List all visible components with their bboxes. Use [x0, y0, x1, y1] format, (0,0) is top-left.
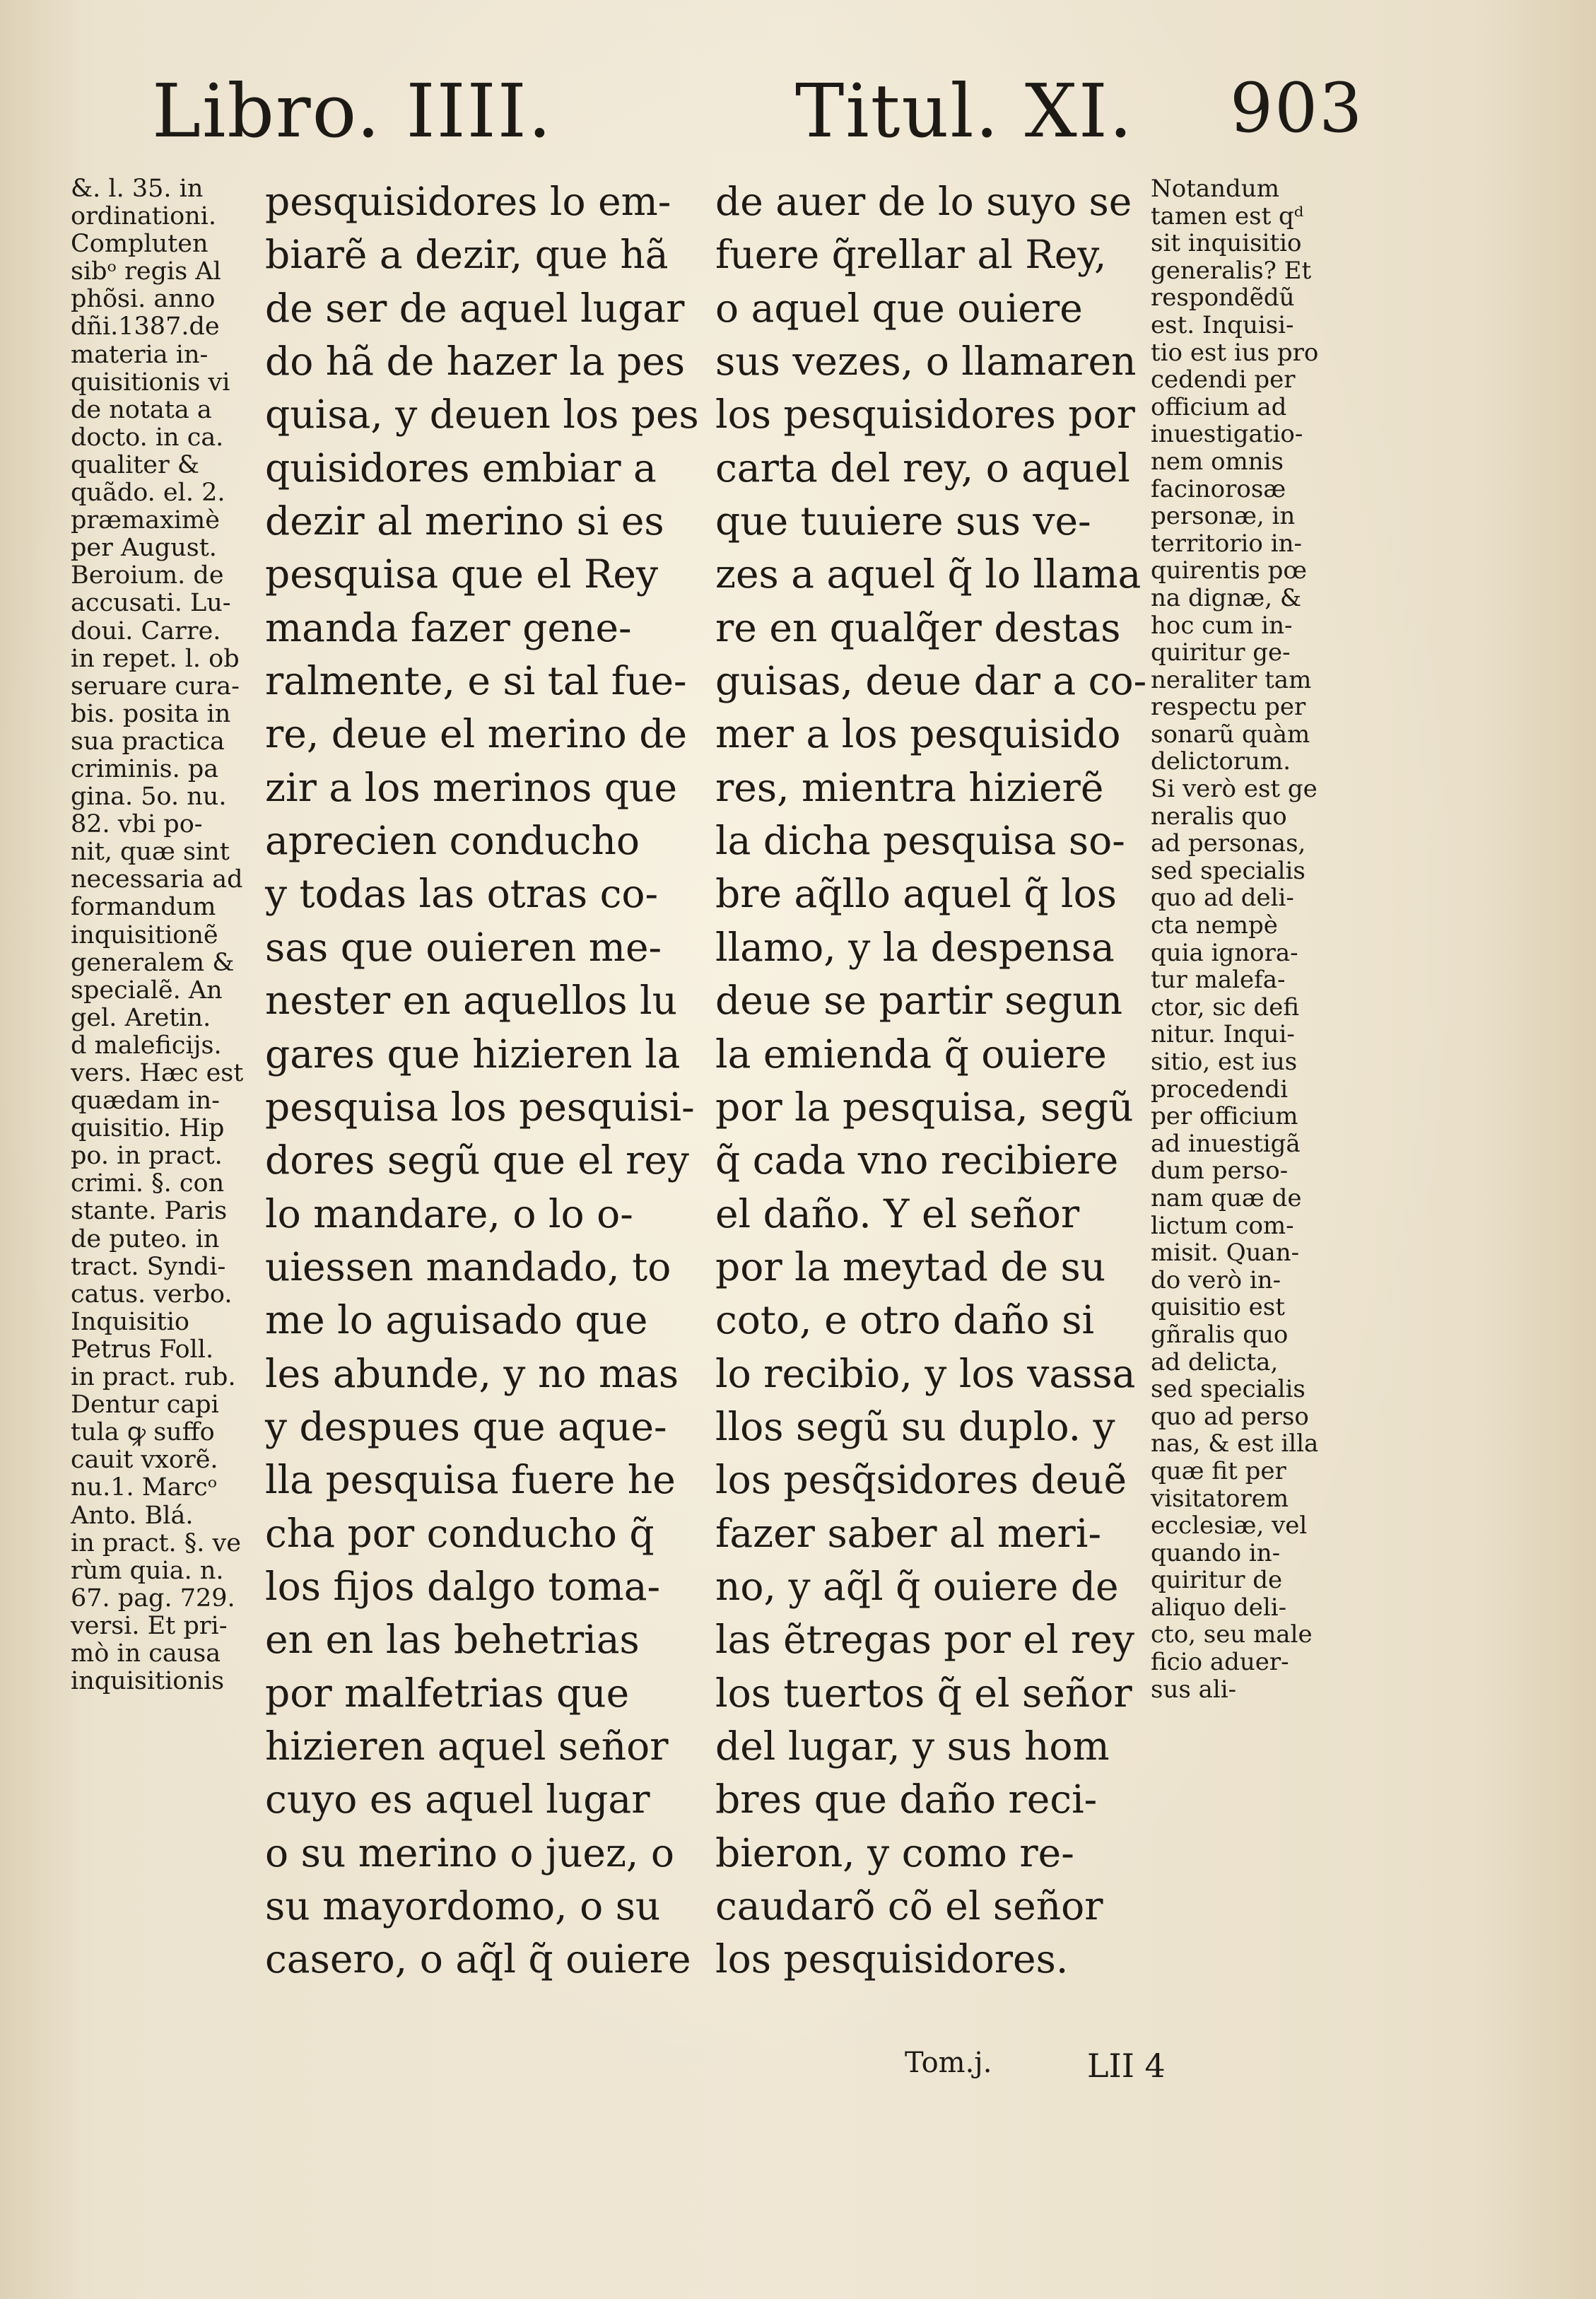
text-line: accusati. Lu- [71, 589, 231, 618]
text-line: nitur. Inqui- [1151, 1020, 1295, 1049]
text-line: Compluten [71, 230, 209, 259]
text-line: fuere q̃rellar al Rey, [715, 232, 1107, 278]
text-line: sus ali- [1151, 1675, 1237, 1704]
text-column-left [265, 175, 699, 1987]
text-line: sonarũ quàm [1151, 720, 1310, 749]
text-line: misit. Quan- [1151, 1239, 1300, 1268]
text-line: de auer de lo suyo se [715, 179, 1132, 224]
text-line: officium ad [1151, 392, 1287, 421]
text-line: in pract. §. ve [71, 1528, 242, 1557]
text-line: Inquisitio [71, 1307, 189, 1336]
text-line: tamen est qᵈ [1151, 201, 1304, 230]
text-line: los pesq̃sidores deuẽ [715, 1457, 1127, 1503]
text-line: do hã de hazer la pes [265, 339, 686, 385]
text-line: q̃ cada vno recibiere [715, 1137, 1119, 1183]
text-line: cedendi per [1151, 365, 1296, 394]
text-line: los pesquisidores. [715, 1936, 1069, 1982]
text-line: generalis? Et [1151, 256, 1312, 285]
text-line: lo recibio, y los vassa [715, 1350, 1136, 1396]
text-line: cauit vxorẽ. [71, 1446, 218, 1475]
text-line: sibᵒ regis Al [71, 257, 221, 286]
text-line: rùm quia. n. [71, 1556, 224, 1585]
text-line: tur malefa- [1151, 966, 1286, 995]
text-line: nu.1. Marcᵒ [71, 1473, 218, 1502]
text-line: 82. vbi po- [71, 810, 203, 839]
text-line: doui. Carre. [71, 616, 221, 645]
text-line: cha por conducho q̃ [265, 1510, 655, 1556]
text-line: quia ignora- [1151, 938, 1298, 967]
text-line: phõsi. anno [71, 285, 216, 314]
text-line: quisitio. Hip [71, 1114, 225, 1143]
text-line: quisa, y deuen los pes [265, 392, 699, 438]
text-line: mò in causa [71, 1639, 221, 1668]
text-line: re en qualq̃er destas [715, 604, 1121, 650]
text-line: do verò in- [1151, 1265, 1281, 1294]
text-line: bre aq̃llo aquel q̃ los [715, 871, 1117, 917]
text-line: versi. Et pri- [71, 1611, 228, 1640]
text-line: Notandum [1151, 175, 1279, 203]
text-line: re, deue el merino de [265, 711, 687, 757]
text-line: manda fazer gene- [265, 604, 632, 650]
text-line: ficio aduer- [1151, 1648, 1289, 1677]
text-line: tula ꝙ suffo [71, 1418, 215, 1447]
text-line: gina. 5o. nu. [71, 783, 227, 812]
text-line: Dentur capi [71, 1391, 219, 1420]
text-line: seruare cura- [71, 672, 240, 701]
text-line: casero, o aq̃l q̃ ouiere [265, 1936, 691, 1982]
text-line: quirentis pœ [1151, 556, 1307, 585]
text-line: cuyo es aquel lugar [265, 1777, 650, 1823]
text-line: dum perso- [1151, 1157, 1289, 1186]
text-line: gares que hizieren la [265, 1031, 681, 1077]
text-line: dores segũ que el rey [265, 1137, 689, 1183]
text-line: cto, seu male [1151, 1620, 1313, 1649]
text-line: aliquo deli- [1151, 1593, 1287, 1622]
text-line: que tuuiere sus ve- [715, 498, 1091, 544]
text-line: zes a aquel q̃ lo llama [715, 551, 1142, 597]
text-line: facinorosæ [1151, 474, 1286, 503]
text-line: no, y aq̃l q̃ ouiere de [715, 1563, 1119, 1609]
text-line: stante. Paris [71, 1197, 228, 1226]
text-line: inquisitionis [71, 1667, 225, 1696]
text-line: llamo, y la despensa [715, 924, 1115, 970]
sheet-mark: LII 4 [1087, 2047, 1166, 2085]
text-line: ad inuestigã [1151, 1129, 1301, 1158]
text-line: qualiter & [71, 450, 199, 479]
text-line: tract. Syndi- [71, 1252, 226, 1281]
text-line: sitio, est ius [1151, 1048, 1298, 1076]
right-marginal-notes [1151, 175, 1349, 1703]
text-line: quisidores embiar a [265, 445, 657, 491]
text-line: nam quæ de [1151, 1183, 1302, 1212]
text-line: formandum [71, 893, 216, 922]
text-line: y despues que aque- [265, 1403, 667, 1449]
text-line: por malfetrias que [265, 1670, 630, 1716]
text-line: per August. [71, 534, 217, 563]
text-line: gñralis quo [1151, 1320, 1289, 1349]
text-column-right [715, 175, 1147, 1987]
text-line: na dignæ, & [1151, 583, 1302, 612]
text-line: su mayordomo, o su [265, 1883, 661, 1929]
text-line: me lo aguisado que [265, 1297, 648, 1343]
text-line: catus. verbo. [71, 1280, 233, 1309]
text-line: pesquisidores lo em- [265, 179, 671, 224]
text-line: bis. posita in [71, 699, 231, 728]
text-line: quãdo. el. 2. [71, 479, 225, 508]
text-line: bres que daño reci- [715, 1777, 1098, 1823]
text-line: y todas las otras co- [265, 871, 659, 917]
text-line: quando in- [1151, 1538, 1281, 1567]
text-line: sus vezes, o llamaren [715, 339, 1137, 385]
text-line: ralmente, e si tal fue- [265, 658, 687, 704]
text-line: crimi. §. con [71, 1169, 225, 1198]
text-line: po. in pract. [71, 1142, 223, 1171]
text-line: territorio in- [1151, 529, 1302, 558]
text-line: mer a los pesquisido [715, 711, 1121, 757]
page-number: 903 [1230, 69, 1364, 148]
text-line: materia in- [71, 340, 209, 369]
text-line: tio est ius pro [1151, 338, 1319, 367]
text-line: quo ad deli- [1151, 884, 1294, 913]
text-line: necessaria ad [71, 865, 243, 894]
text-line: ecclesiæ, vel [1151, 1511, 1308, 1540]
text-line: sed specialis [1151, 856, 1305, 885]
text-line: por la meytad de su [715, 1244, 1106, 1289]
text-line: quædam in- [71, 1087, 220, 1116]
text-line: los fijos dalgo toma- [265, 1563, 661, 1609]
text-line: pesquisa los pesquisi- [265, 1084, 695, 1130]
text-line: ad personas, [1151, 829, 1306, 858]
text-line: quisitio est [1151, 1293, 1285, 1322]
text-line: dñi.1387.de [71, 312, 220, 341]
text-line: vers. Hæc est [71, 1059, 244, 1087]
signature-mark: Tom.j. [905, 2047, 992, 2079]
text-line: procedendi [1151, 1075, 1289, 1104]
text-line: o su merino o juez, o [265, 1830, 675, 1876]
text-line: sua practica [71, 727, 225, 756]
text-line: Beroium. de [71, 561, 224, 590]
text-line: dezir al merino si es [265, 498, 664, 544]
text-line: est. Inquisi- [1151, 310, 1294, 339]
text-line: en en las behetrias [265, 1617, 640, 1663]
text-line: sit inquisitio [1151, 229, 1302, 258]
text-line: in pract. rub. [71, 1363, 236, 1392]
text-line: præmaximè [71, 506, 220, 535]
text-line: les abunde, y no mas [265, 1350, 679, 1396]
text-line: nem omnis [1151, 447, 1284, 476]
text-line: guisas, deue dar a co- [715, 658, 1147, 704]
text-line: hoc cum in- [1151, 611, 1293, 640]
text-line: pesquisa que el Rey [265, 551, 659, 597]
text-line: sed specialis [1151, 1375, 1305, 1404]
text-line: inuestigatio- [1151, 420, 1303, 449]
text-line: caudarõ cõ el señor [715, 1883, 1103, 1929]
text-line: ordinationi. [71, 202, 217, 231]
text-line: sas que ouieren me- [265, 924, 662, 970]
text-line: res, mientra hizierẽ [715, 764, 1104, 810]
left-marginal-notes [71, 175, 254, 1695]
text-line: uiessen mandado, to [265, 1244, 671, 1289]
text-line: nit, quæ sint [71, 838, 230, 867]
text-line: inquisitionẽ [71, 920, 218, 949]
text-line: la emienda q̃ ouiere [715, 1031, 1107, 1077]
text-line: personæ, in [1151, 502, 1296, 531]
text-line: quo ad perso [1151, 1402, 1309, 1431]
text-line: los pesquisidores por [715, 392, 1135, 438]
text-line: docto. in ca. [71, 423, 224, 452]
text-line: lla pesquisa fuere he [265, 1457, 676, 1503]
text-line: la dicha pesquisa so- [715, 818, 1125, 864]
text-line: por la pesquisa, segũ [715, 1084, 1134, 1130]
text-line: cta nempè [1151, 911, 1278, 940]
text-line: gel. Aretin. [71, 1003, 211, 1032]
text-line: fazer saber al meri- [715, 1510, 1102, 1556]
text-line: deue se partir segun [715, 978, 1123, 1024]
text-line: ad delicta, [1151, 1347, 1279, 1376]
text-line: coto, e otro daño si [715, 1297, 1095, 1343]
text-line: hizieren aquel señor [265, 1723, 669, 1769]
running-head-title: Titul. XI. [795, 68, 1134, 154]
text-line: de notata a [71, 395, 212, 424]
text-line: neraliter tam [1151, 665, 1312, 694]
text-line: visitatorem [1151, 1484, 1289, 1513]
text-line: de ser de aquel lugar [265, 285, 685, 331]
text-line: nas, & est illa [1151, 1429, 1319, 1458]
text-line: specialẽ. An [71, 976, 223, 1005]
text-line: o aquel que ouiere [715, 285, 1083, 331]
text-line: generalem & [71, 948, 235, 977]
text-line: d maleficijs. [71, 1031, 222, 1060]
text-line: del lugar, y sus hom [715, 1723, 1110, 1769]
text-line: criminis. pa [71, 754, 219, 783]
text-line: los tuertos q̃ el señor [715, 1670, 1132, 1716]
text-line: in repet. l. ob [71, 644, 240, 673]
text-line: lictum com- [1151, 1211, 1294, 1240]
text-line: lo mandare, o lo o- [265, 1191, 633, 1236]
running-head-book: Libro. IIII. [152, 68, 553, 154]
text-line: el daño. Y el señor [715, 1191, 1080, 1236]
text-line: ctor, sic defi [1151, 993, 1300, 1022]
text-line: las ẽtregas por el rey [715, 1617, 1134, 1663]
text-line: &. l. 35. in [71, 175, 204, 203]
text-line: Anto. Blá. [71, 1501, 194, 1530]
text-line: neralis quo [1151, 802, 1287, 831]
text-line: quisitionis vi [71, 368, 230, 397]
text-line: quiritur de [1151, 1566, 1283, 1595]
text-line: nester en aquellos lu [265, 978, 678, 1024]
text-line: de puteo. in [71, 1224, 220, 1253]
text-line: per officium [1151, 1102, 1298, 1131]
text-line: carta del rey, o aquel [715, 445, 1130, 491]
text-line: Petrus Foll. [71, 1335, 214, 1364]
text-line: biarẽ a dezir, que hã [265, 232, 669, 278]
text-line: aprecien conducho [265, 818, 640, 864]
text-line: delictorum. [1151, 747, 1291, 776]
text-line: quæ fit per [1151, 1456, 1286, 1485]
text-line: zir a los merinos que [265, 764, 678, 810]
text-line: respectu per [1151, 693, 1306, 722]
text-line: 67. pag. 729. [71, 1584, 235, 1613]
text-line: quiritur ge- [1151, 638, 1291, 667]
text-line: llos segũ su duplo. y [715, 1403, 1115, 1449]
text-line: respondẽdũ [1151, 283, 1295, 312]
text-line: bieron, y como re- [715, 1830, 1074, 1876]
text-line: Si verò est ge [1151, 775, 1318, 804]
